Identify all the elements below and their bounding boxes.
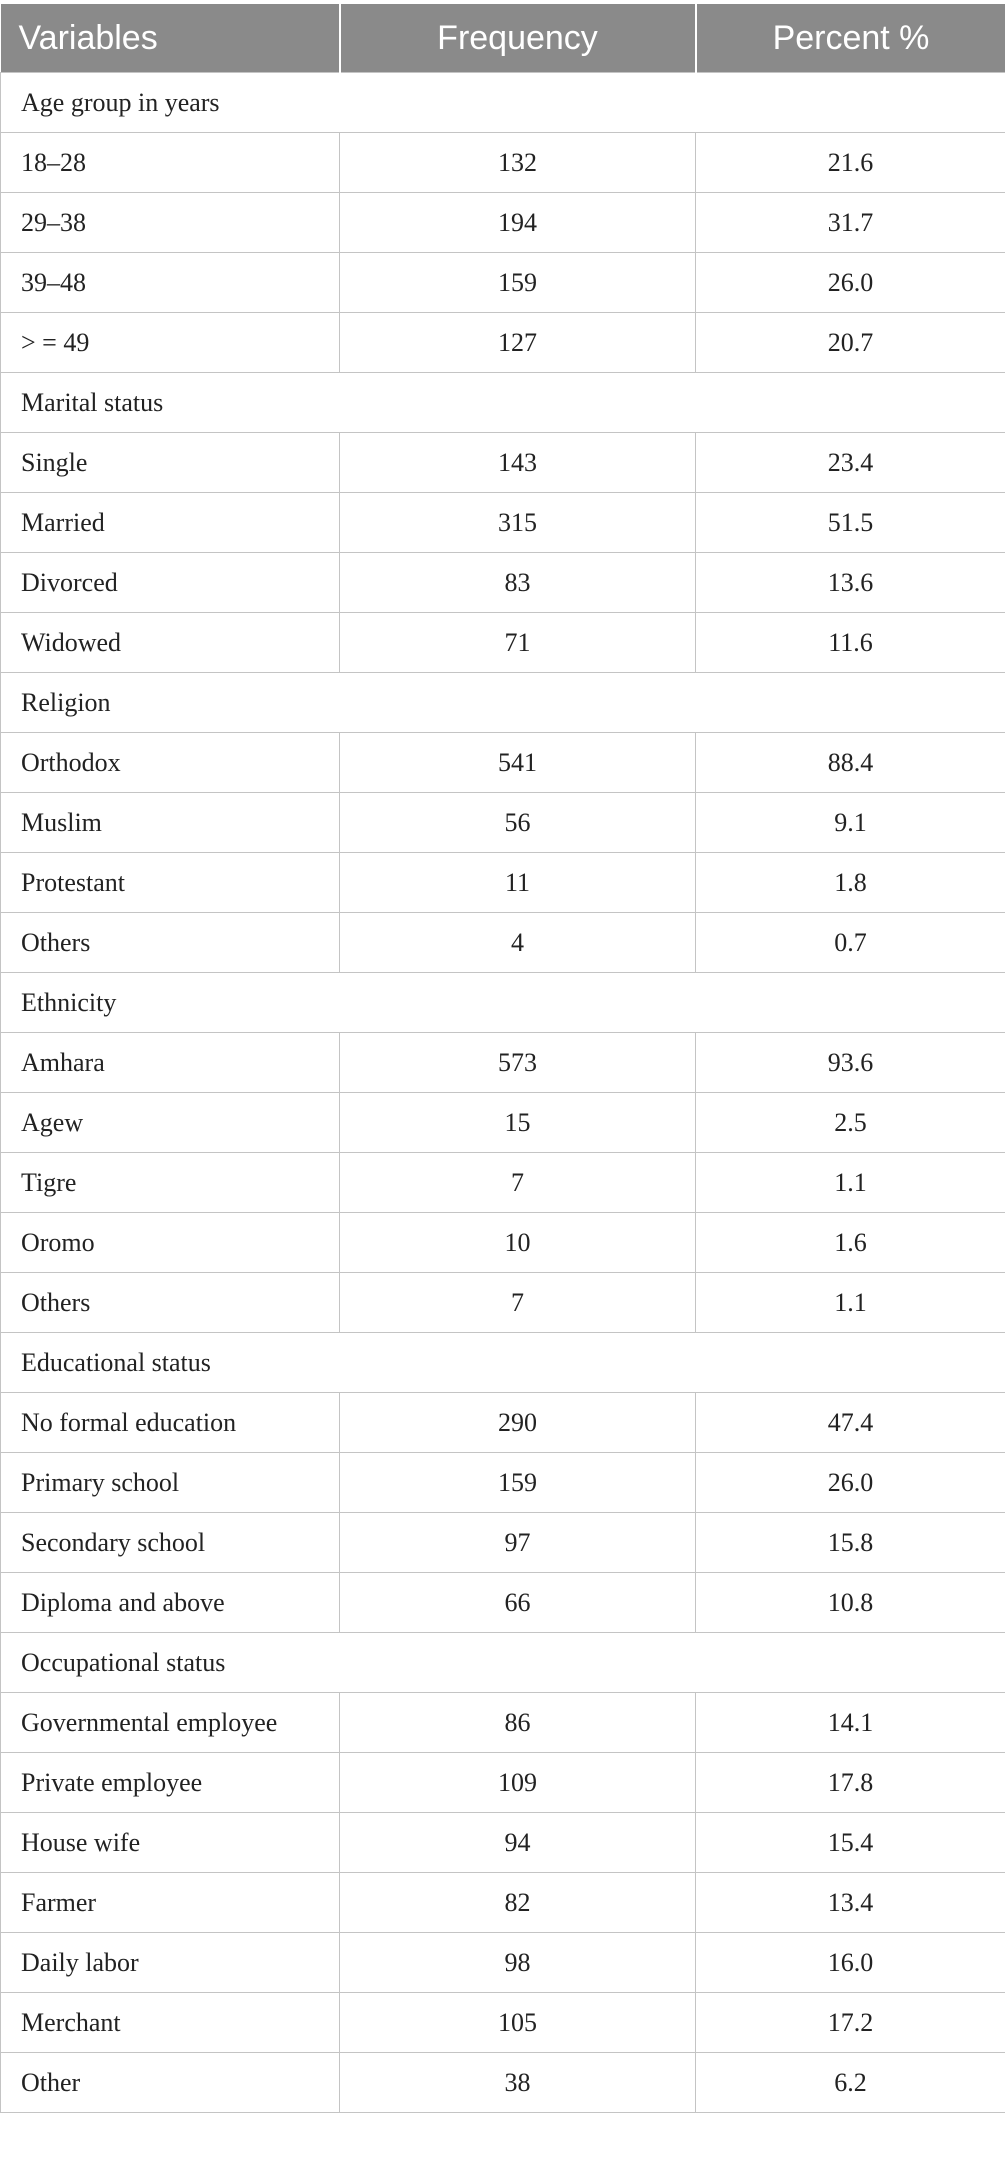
cell-percent: 1.6 — [696, 1213, 1005, 1273]
table-row — [1, 733, 1005, 793]
cell-variable: Primary school — [1, 1453, 340, 1513]
table-row — [1, 1813, 1005, 1873]
header-variables: Variables — [1, 4, 340, 73]
table-row — [1, 1093, 1005, 1153]
cell-variable: Muslim — [1, 793, 340, 853]
cell-percent: 17.8 — [696, 1753, 1005, 1813]
section-title: Age group in years — [1, 73, 1005, 133]
table-row — [1, 133, 1005, 193]
cell-variable: Diploma and above — [1, 1573, 340, 1633]
cell-percent: 13.6 — [696, 553, 1005, 613]
cell-variable: Single — [1, 433, 340, 493]
cell-frequency: 194 — [340, 193, 696, 253]
cell-percent: 0.7 — [696, 913, 1005, 973]
table-row — [1, 253, 1005, 313]
section-row — [1, 373, 1005, 433]
cell-percent: 10.8 — [696, 1573, 1005, 1633]
cell-frequency: 15 — [340, 1093, 696, 1153]
cell-percent: 1.1 — [696, 1153, 1005, 1213]
cell-frequency: 541 — [340, 733, 696, 793]
section-title: Educational status — [1, 1333, 1005, 1393]
cell-frequency: 83 — [340, 553, 696, 613]
cell-variable: Others — [1, 1273, 340, 1333]
section-row — [1, 673, 1005, 733]
cell-variable: Governmental employee — [1, 1693, 340, 1753]
cell-variable: Other — [1, 2053, 340, 2113]
section-title: Occupational status — [1, 1633, 1005, 1693]
cell-variable: 18–28 — [1, 133, 340, 193]
table-row — [1, 613, 1005, 673]
cell-percent: 88.4 — [696, 733, 1005, 793]
cell-variable: Tigre — [1, 1153, 340, 1213]
cell-variable: Widowed — [1, 613, 340, 673]
cell-frequency: 573 — [340, 1033, 696, 1093]
cell-frequency: 143 — [340, 433, 696, 493]
cell-variable: > = 49 — [1, 313, 340, 373]
cell-variable: Private employee — [1, 1753, 340, 1813]
cell-frequency: 11 — [340, 853, 696, 913]
cell-variable: Farmer — [1, 1873, 340, 1933]
table-header — [1, 4, 1005, 73]
cell-variable: Orthodox — [1, 733, 340, 793]
cell-frequency: 38 — [340, 2053, 696, 2113]
cell-percent: 21.6 — [696, 133, 1005, 193]
section-row — [1, 973, 1005, 1033]
cell-percent: 15.4 — [696, 1813, 1005, 1873]
cell-percent: 1.1 — [696, 1273, 1005, 1333]
table-row — [1, 2053, 1005, 2113]
table-row — [1, 1033, 1005, 1093]
cell-percent: 31.7 — [696, 193, 1005, 253]
cell-frequency: 97 — [340, 1513, 696, 1573]
table-row — [1, 313, 1005, 373]
cell-frequency: 105 — [340, 1993, 696, 2053]
cell-frequency: 159 — [340, 253, 696, 313]
section-row — [1, 1633, 1005, 1693]
cell-frequency: 7 — [340, 1153, 696, 1213]
table-row — [1, 1153, 1005, 1213]
cell-variable: Secondary school — [1, 1513, 340, 1573]
cell-frequency: 7 — [340, 1273, 696, 1333]
cell-percent: 23.4 — [696, 433, 1005, 493]
table-row — [1, 1873, 1005, 1933]
cell-variable: House wife — [1, 1813, 340, 1873]
cell-percent: 17.2 — [696, 1993, 1005, 2053]
cell-frequency: 98 — [340, 1933, 696, 1993]
cell-percent: 51.5 — [696, 493, 1005, 553]
cell-percent: 11.6 — [696, 613, 1005, 673]
cell-variable: Others — [1, 913, 340, 973]
cell-percent: 93.6 — [696, 1033, 1005, 1093]
table-row — [1, 1513, 1005, 1573]
cell-variable: Daily labor — [1, 1933, 340, 1993]
table-row — [1, 1693, 1005, 1753]
cell-variable: 29–38 — [1, 193, 340, 253]
table-row — [1, 853, 1005, 913]
cell-frequency: 315 — [340, 493, 696, 553]
table-row — [1, 793, 1005, 853]
table-row — [1, 553, 1005, 613]
cell-variable: Married — [1, 493, 340, 553]
section-row — [1, 1333, 1005, 1393]
cell-frequency: 94 — [340, 1813, 696, 1873]
header-row — [1, 4, 1005, 73]
cell-frequency: 71 — [340, 613, 696, 673]
cell-percent: 16.0 — [696, 1933, 1005, 1993]
cell-percent: 1.8 — [696, 853, 1005, 913]
cell-frequency: 4 — [340, 913, 696, 973]
table-row — [1, 1993, 1005, 2053]
cell-frequency: 109 — [340, 1753, 696, 1813]
cell-frequency: 132 — [340, 133, 696, 193]
cell-frequency: 86 — [340, 1693, 696, 1753]
section-title: Ethnicity — [1, 973, 1005, 1033]
cell-variable: 39–48 — [1, 253, 340, 313]
table-row — [1, 493, 1005, 553]
cell-percent: 6.2 — [696, 2053, 1005, 2113]
table-row — [1, 913, 1005, 973]
section-row — [1, 73, 1005, 133]
cell-percent: 26.0 — [696, 253, 1005, 313]
cell-variable: Protestant — [1, 853, 340, 913]
cell-variable: Divorced — [1, 553, 340, 613]
table-row — [1, 1213, 1005, 1273]
cell-frequency: 66 — [340, 1573, 696, 1633]
table-row — [1, 433, 1005, 493]
cell-variable: Merchant — [1, 1993, 340, 2053]
cell-frequency: 10 — [340, 1213, 696, 1273]
table-row — [1, 1453, 1005, 1513]
cell-percent: 15.8 — [696, 1513, 1005, 1573]
section-title: Religion — [1, 673, 1005, 733]
cell-percent: 2.5 — [696, 1093, 1005, 1153]
cell-percent: 13.4 — [696, 1873, 1005, 1933]
cell-frequency: 127 — [340, 313, 696, 373]
cell-percent: 20.7 — [696, 313, 1005, 373]
data-table — [0, 4, 1005, 2113]
cell-variable: Agew — [1, 1093, 340, 1153]
cell-percent: 9.1 — [696, 793, 1005, 853]
table-row — [1, 1933, 1005, 1993]
cell-frequency: 82 — [340, 1873, 696, 1933]
header-percent: Percent % — [696, 4, 1005, 73]
table-row — [1, 193, 1005, 253]
cell-variable: Amhara — [1, 1033, 340, 1093]
cell-frequency: 56 — [340, 793, 696, 853]
cell-frequency: 159 — [340, 1453, 696, 1513]
cell-percent: 26.0 — [696, 1453, 1005, 1513]
table-row — [1, 1753, 1005, 1813]
cell-percent: 47.4 — [696, 1393, 1005, 1453]
section-title: Marital status — [1, 373, 1005, 433]
table-row — [1, 1573, 1005, 1633]
table-body — [1, 73, 1005, 2113]
cell-percent: 14.1 — [696, 1693, 1005, 1753]
cell-variable: No formal education — [1, 1393, 340, 1453]
table-row — [1, 1393, 1005, 1453]
cell-frequency: 290 — [340, 1393, 696, 1453]
cell-variable: Oromo — [1, 1213, 340, 1273]
table-row — [1, 1273, 1005, 1333]
header-frequency: Frequency — [340, 4, 696, 73]
